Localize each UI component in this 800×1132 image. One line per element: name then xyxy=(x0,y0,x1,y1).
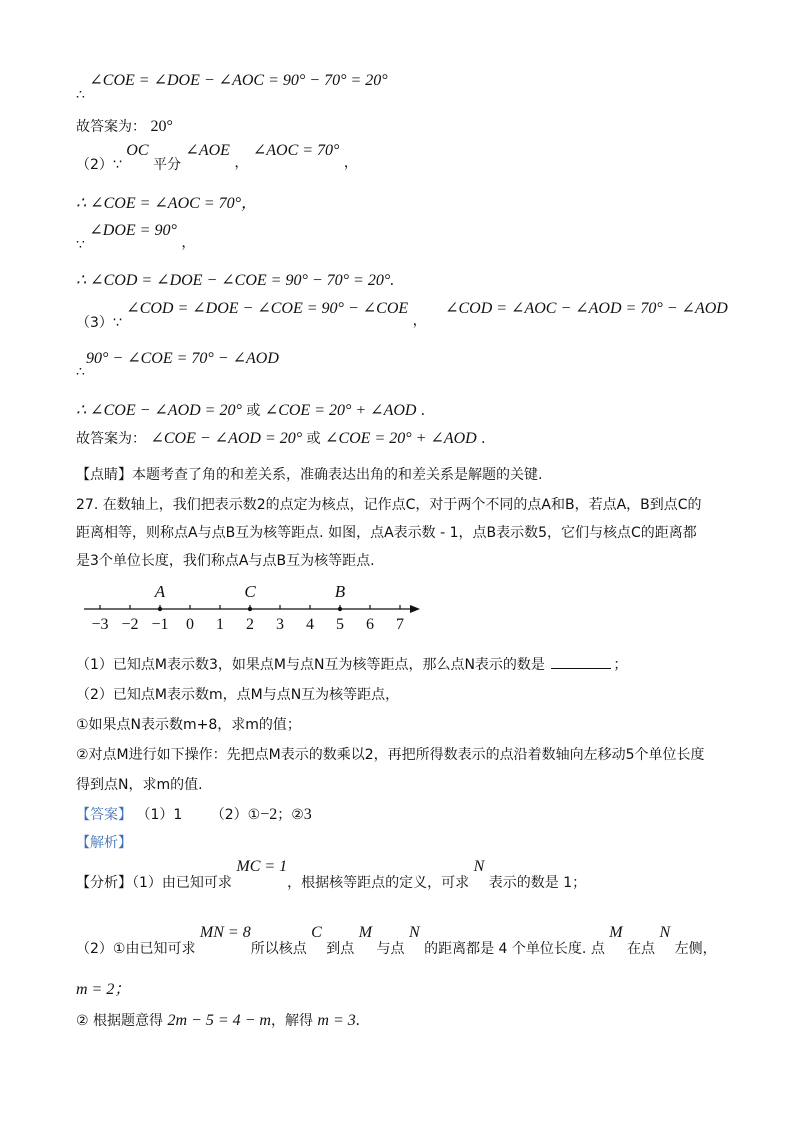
analysis-line-2 xyxy=(76,922,717,957)
period: . xyxy=(481,430,486,447)
equation: ∠COE − ∠AOD = 20° xyxy=(150,430,303,447)
line-therefore-1 xyxy=(76,72,388,103)
line-coe: ∴ ∠COE = ∠AOC = 70°， xyxy=(76,195,257,212)
equation: 90° − ∠COE = 70° − ∠AOD xyxy=(86,350,279,367)
axis-arrow-icon xyxy=(410,605,420,613)
var-m: M xyxy=(358,924,373,941)
angle-aoe: ∠AOE xyxy=(185,142,230,159)
period: . xyxy=(420,402,425,419)
therefore-symbol: ∴ xyxy=(76,364,85,380)
equation: ∴ ∠COE − ∠AOD = 20° xyxy=(76,402,242,419)
number-line xyxy=(80,575,440,635)
tick-label: 7 xyxy=(396,616,404,633)
analysis-line-3: m = 2； xyxy=(76,981,131,998)
var-n: N xyxy=(408,924,420,941)
answer-blank[interactable] xyxy=(551,656,611,669)
text: （2）①由已知可求 xyxy=(76,941,196,957)
equation: ∠DOE = 90° xyxy=(89,222,177,239)
text: ② 根据题意得 xyxy=(76,1013,164,1029)
tick-label: −2 xyxy=(121,616,139,633)
equation: ∠COE = 20° + ∠AOD xyxy=(264,402,417,419)
answer-section xyxy=(76,804,312,824)
analysis-tag: 【解析】 xyxy=(76,835,132,851)
tick-label: 2 xyxy=(246,616,254,633)
problem-text-1: 27. 在数轴上，我们把表示数2的点定为核点，记作点C，对于两个不同的点A和B，若点A，B到点C的 xyxy=(76,497,702,513)
or-text: 或 xyxy=(306,431,321,447)
tick-label: 6 xyxy=(366,616,374,633)
point-label-a: A xyxy=(154,582,166,601)
line-doe xyxy=(76,220,196,253)
text: 的距离都是 4 个单位长度. 点 xyxy=(424,941,605,957)
problem-text-3: 是3个单位长度，我们称点A与点B互为核等距点. xyxy=(76,553,375,569)
answer-tag: 【答案】 xyxy=(76,807,132,823)
part-number: （2）∵ xyxy=(76,157,122,173)
text: ，根据核等距点的定义，可求 xyxy=(287,875,470,891)
comma: ， xyxy=(181,235,196,251)
text: 与点 xyxy=(376,941,405,957)
var-n: N xyxy=(473,858,485,875)
comma: ， xyxy=(412,313,427,329)
semicolon: ； xyxy=(613,657,628,673)
angle-aoc: ∠AOC = 70° xyxy=(252,142,340,159)
or-text: 或 xyxy=(246,403,261,419)
period: . xyxy=(355,1012,360,1029)
answer-1: （1）1 xyxy=(136,807,183,823)
therefore-symbol: ∴ xyxy=(76,87,85,103)
oc-label: OC xyxy=(126,142,149,159)
tick-label: 3 xyxy=(276,616,284,633)
text: 表示的数是 1； xyxy=(488,875,587,891)
question-2b-1: ②对点M进行如下操作：先把点M表示的数乘以2，再把所得数表示的点沿着数轴向左移动5个单位长度 xyxy=(76,747,705,763)
answer-2-label: （2）① xyxy=(210,807,261,823)
answer-label: 故答案为： xyxy=(76,431,146,447)
answer-label: 故答案为： xyxy=(76,119,146,135)
equation: 2m − 5 = 4 − m xyxy=(167,1012,271,1029)
answer-value: 20° xyxy=(150,118,173,135)
var-m: M xyxy=(609,924,623,941)
question-2a: ①如果点N表示数m+8，求m的值； xyxy=(76,717,301,733)
equation: MN = 8 xyxy=(199,924,251,941)
problem-text-2: 距离相等，则称点A与点B互为核等距点. 如图，点A表示数 - 1，点B表示数5，它们与核点C的距离都 xyxy=(76,525,697,541)
var-n: N xyxy=(659,924,671,941)
question-1-text: （1）已知点M表示数3，如果点M与点N互为核等距点，那么点N表示的数是 xyxy=(76,657,545,673)
equation: ∠COE = 20° + ∠AOD xyxy=(325,430,477,447)
analysis-line-1 xyxy=(76,856,587,891)
tick-label: 1 xyxy=(216,616,224,633)
equation: m = 3 xyxy=(317,1012,356,1029)
point-label-b: B xyxy=(334,582,346,601)
equation: ∠COE = ∠DOE − ∠AOC = 90° − 70° = 20° xyxy=(89,72,388,89)
line-part3 xyxy=(76,298,728,331)
line-result xyxy=(76,400,425,420)
equation: ∠COD = ∠DOE − ∠COE = 90° − ∠COE xyxy=(126,300,409,317)
comma: ， xyxy=(234,155,249,171)
text: 到点 xyxy=(326,941,355,957)
answer-line-1 xyxy=(76,116,173,136)
tick-label: 5 xyxy=(336,616,344,633)
question-2: （2）已知点M表示数m，点M与点N互为核等距点， xyxy=(76,687,400,703)
question-2b-2: 得到点N，求m的值. xyxy=(76,777,203,793)
line-part2-given xyxy=(76,140,358,173)
answer-line-2 xyxy=(76,428,485,448)
point-label-c: C xyxy=(244,582,256,601)
analysis-line-4 xyxy=(76,1010,360,1030)
point-c xyxy=(248,607,252,611)
bisect-text: 平分 xyxy=(152,157,181,173)
equation: MC = 1 xyxy=(236,858,288,875)
tick-label: −1 xyxy=(151,616,169,633)
separator: ；② xyxy=(277,807,304,823)
text: 在点 xyxy=(627,941,656,957)
text: （1）由已知可求 xyxy=(132,875,232,891)
text: 所以核点 xyxy=(250,941,307,957)
line-cod: ∴ ∠COD = ∠DOE − ∠COE = 90° − 70° = 20°. xyxy=(76,272,395,289)
because-symbol: ∵ xyxy=(76,237,85,253)
point-a xyxy=(158,607,162,611)
comma: ， xyxy=(343,155,358,171)
analysis-label: 【分析】 xyxy=(76,875,132,891)
tick-label: 0 xyxy=(186,616,194,633)
answer-2-value: −2 xyxy=(260,806,278,823)
comment-line: 【点睛】本题考查了角的和差关系，准确表达出角的和差关系是解题的关键. xyxy=(76,467,543,483)
var-c: C xyxy=(311,924,322,941)
point-b xyxy=(338,607,342,611)
question-1 xyxy=(76,654,627,674)
answer-2-value-2: 3 xyxy=(303,806,312,823)
text: 左侧， xyxy=(674,941,717,957)
tick-label: 4 xyxy=(306,616,314,633)
part-number: （3）∵ xyxy=(76,315,122,331)
text: ，解得 xyxy=(270,1013,313,1029)
tick-label: −3 xyxy=(91,616,109,633)
equation: ∠COD = ∠AOC − ∠AOD = 70° − ∠AOD xyxy=(445,300,728,317)
